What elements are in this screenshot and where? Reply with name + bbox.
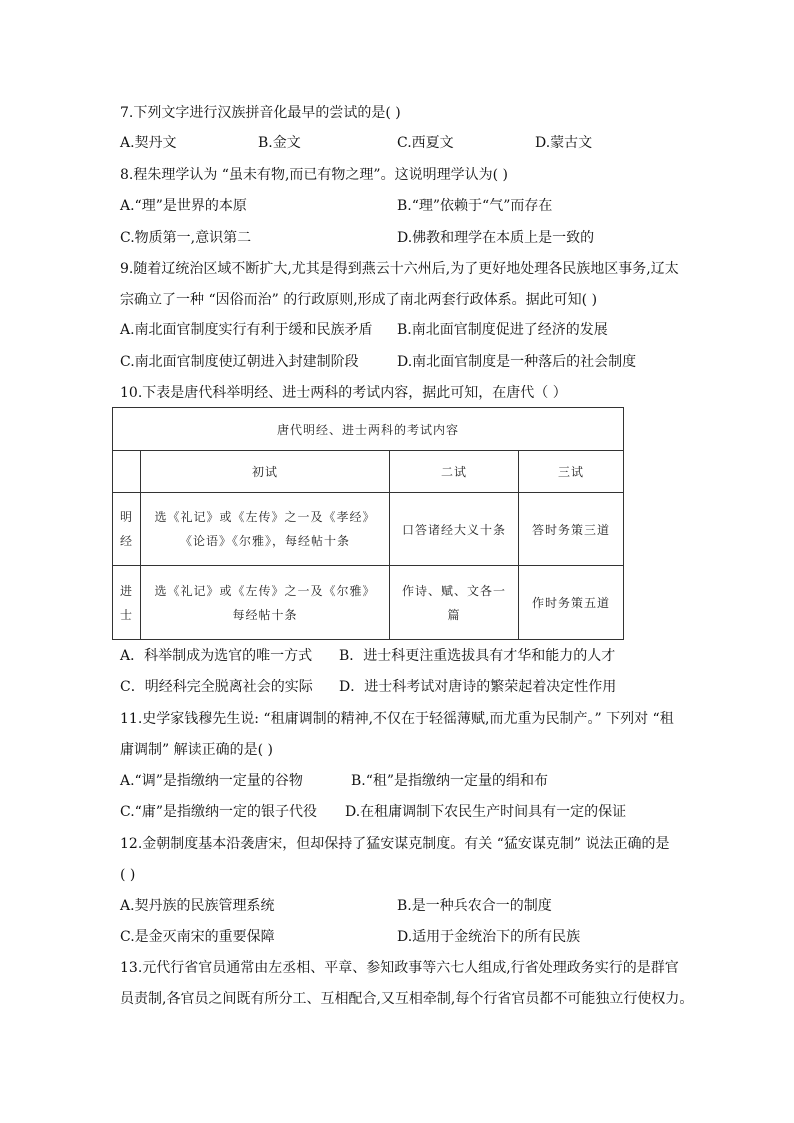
q9-option-c: C.南北面官制度使辽朝进入封建制阶段 xyxy=(120,354,359,370)
q7-option-a: A.契丹文 xyxy=(120,135,177,151)
q8-option-a: A.“理”是世界的本原 xyxy=(120,198,247,214)
cell-line: 《论语》《尔雅》，每经帖十条 xyxy=(179,534,350,548)
q11-stem-line1: 11.史学家钱穆先生说: “租庸调制的精神,不仅在于轻徭薄赋,而尤重为民制产。” 下列对 “租 xyxy=(120,711,674,727)
mingjing-third-exam: 答时务策三道 xyxy=(519,493,624,566)
jinshi-first-exam xyxy=(141,566,390,640)
cell-line: 每经帖十条 xyxy=(232,607,298,622)
table-header-first-exam: 初试 xyxy=(141,451,390,493)
q11-option-d: D.在租庸调制下农民生产时间具有一定的保证 xyxy=(345,804,627,820)
q9-option-d: D.南北面官制度是一种落后的社会制度 xyxy=(397,354,637,370)
row-name-bottom: 士 xyxy=(119,607,133,622)
q7-option-c: C.西夏文 xyxy=(397,135,454,151)
table-row xyxy=(113,566,624,640)
table-header-second-exam: 二试 xyxy=(390,451,519,493)
table-header-third-exam: 三试 xyxy=(519,451,624,493)
q12-option-d: D.适用于金统治下的所有民族 xyxy=(397,929,581,945)
cell-line: 作诗、赋、文各一 xyxy=(401,583,506,598)
cell-line: 选《礼记》或《左传》之一及《孝经》 xyxy=(154,510,376,524)
q11-stem-line2: 庸调制” 解读正确的是( ) xyxy=(120,742,273,758)
q11-option-a: A.“调”是指缴纳一定量的谷物 xyxy=(120,773,303,789)
q13-stem-line1: 13.元代行省官员通常由左丞相、平章、参知政事等六七人组成,行省处理政务实行的是群官 xyxy=(120,960,679,976)
q12-stem-line2: ( ) xyxy=(120,867,136,883)
cell-line: 选《礼记》或《左传》之一及《尔雅》 xyxy=(154,583,376,598)
q7-option-b: B.金文 xyxy=(258,135,301,151)
q9-option-b: B.南北面官制度促进了经济的发展 xyxy=(397,322,608,338)
jinshi-second-exam xyxy=(390,566,519,640)
q7-stem: 7.下列文字进行汉族拼音化最早的尝试的是( ) xyxy=(120,105,401,121)
q12-option-a: A.契丹族的民族管理系统 xyxy=(120,898,275,914)
q12-option-b: B.是一种兵农合一的制度 xyxy=(397,898,552,914)
q7-option-d: D.蒙古文 xyxy=(535,135,593,151)
q11-option-b: B.“租”是指缴纳一定量的绢和布 xyxy=(351,773,549,789)
table-row xyxy=(113,493,624,566)
q9-stem-line2: 宗确立了一种 “因俗而治” 的行政原则,形成了南北两套行政体系。据此可知( ) xyxy=(120,292,598,308)
q10-option-b: B．进士科更注重选拔具有才华和能力的人才 xyxy=(339,648,616,664)
exam-content-table xyxy=(112,407,624,640)
q9-stem-line1: 9.随着辽统治区域不断扩大,尤其是得到燕云十六州后,为了更好地处理各民族地区事务,辽太 xyxy=(120,261,679,277)
q8-stem: 8.程朱理学认为 “虽未有物,而已有物之理”。这说明理学认为( ) xyxy=(120,167,508,183)
q8-option-c: C.物质第一,意识第二 xyxy=(120,230,252,246)
q12-option-c: C.是金灭南宋的重要保障 xyxy=(120,929,275,945)
row-name-mingjing xyxy=(113,493,141,566)
row-name-top: 明 xyxy=(119,510,133,524)
q9-option-a: A.南北面官制度实行有利于缓和民族矛盾 xyxy=(120,322,373,338)
q12-stem-line1: 12.金朝制度基本沿袭唐宋，但却保持了猛安谋克制度。有关 “猛安谋克制” 说法正确的是 xyxy=(120,836,670,852)
mingjing-second-exam: 口答诸经大义十条 xyxy=(390,493,519,566)
cell-line: 篇 xyxy=(447,607,461,622)
table-title: 唐代明经、进士两科的考试内容 xyxy=(113,408,624,451)
table-header-empty xyxy=(113,451,141,493)
q11-option-c: C.“庸”是指缴纳一定的银子代役 xyxy=(120,804,317,820)
row-name-bottom: 经 xyxy=(119,534,133,548)
mingjing-first-exam xyxy=(141,493,390,566)
q10-option-d: D．进士科考试对唐诗的繁荣起着决定性作用 xyxy=(339,679,617,695)
jinshi-third-exam: 作时务策五道 xyxy=(519,566,624,640)
q8-option-d: D.佛教和理学在本质上是一致的 xyxy=(397,230,595,246)
q10-option-c: C．明经科完全脱离社会的实际 xyxy=(120,679,313,695)
q8-option-b: B.“理”依赖于“气”而存在 xyxy=(397,198,553,214)
q13-stem-line2: 员责制,各官员之间既有所分工、互相配合,又互相牵制,每个行省官员都不可能独立行使权力。 xyxy=(120,991,694,1007)
row-name-top: 进 xyxy=(119,583,133,598)
q10-option-a: A．科举制成为选官的唯一方式 xyxy=(120,648,313,664)
row-name-jinshi xyxy=(113,566,141,640)
q10-stem: 10.下表是唐代科举明经、进士两科的考试内容，据此可知，在唐代（ ） xyxy=(120,385,567,401)
